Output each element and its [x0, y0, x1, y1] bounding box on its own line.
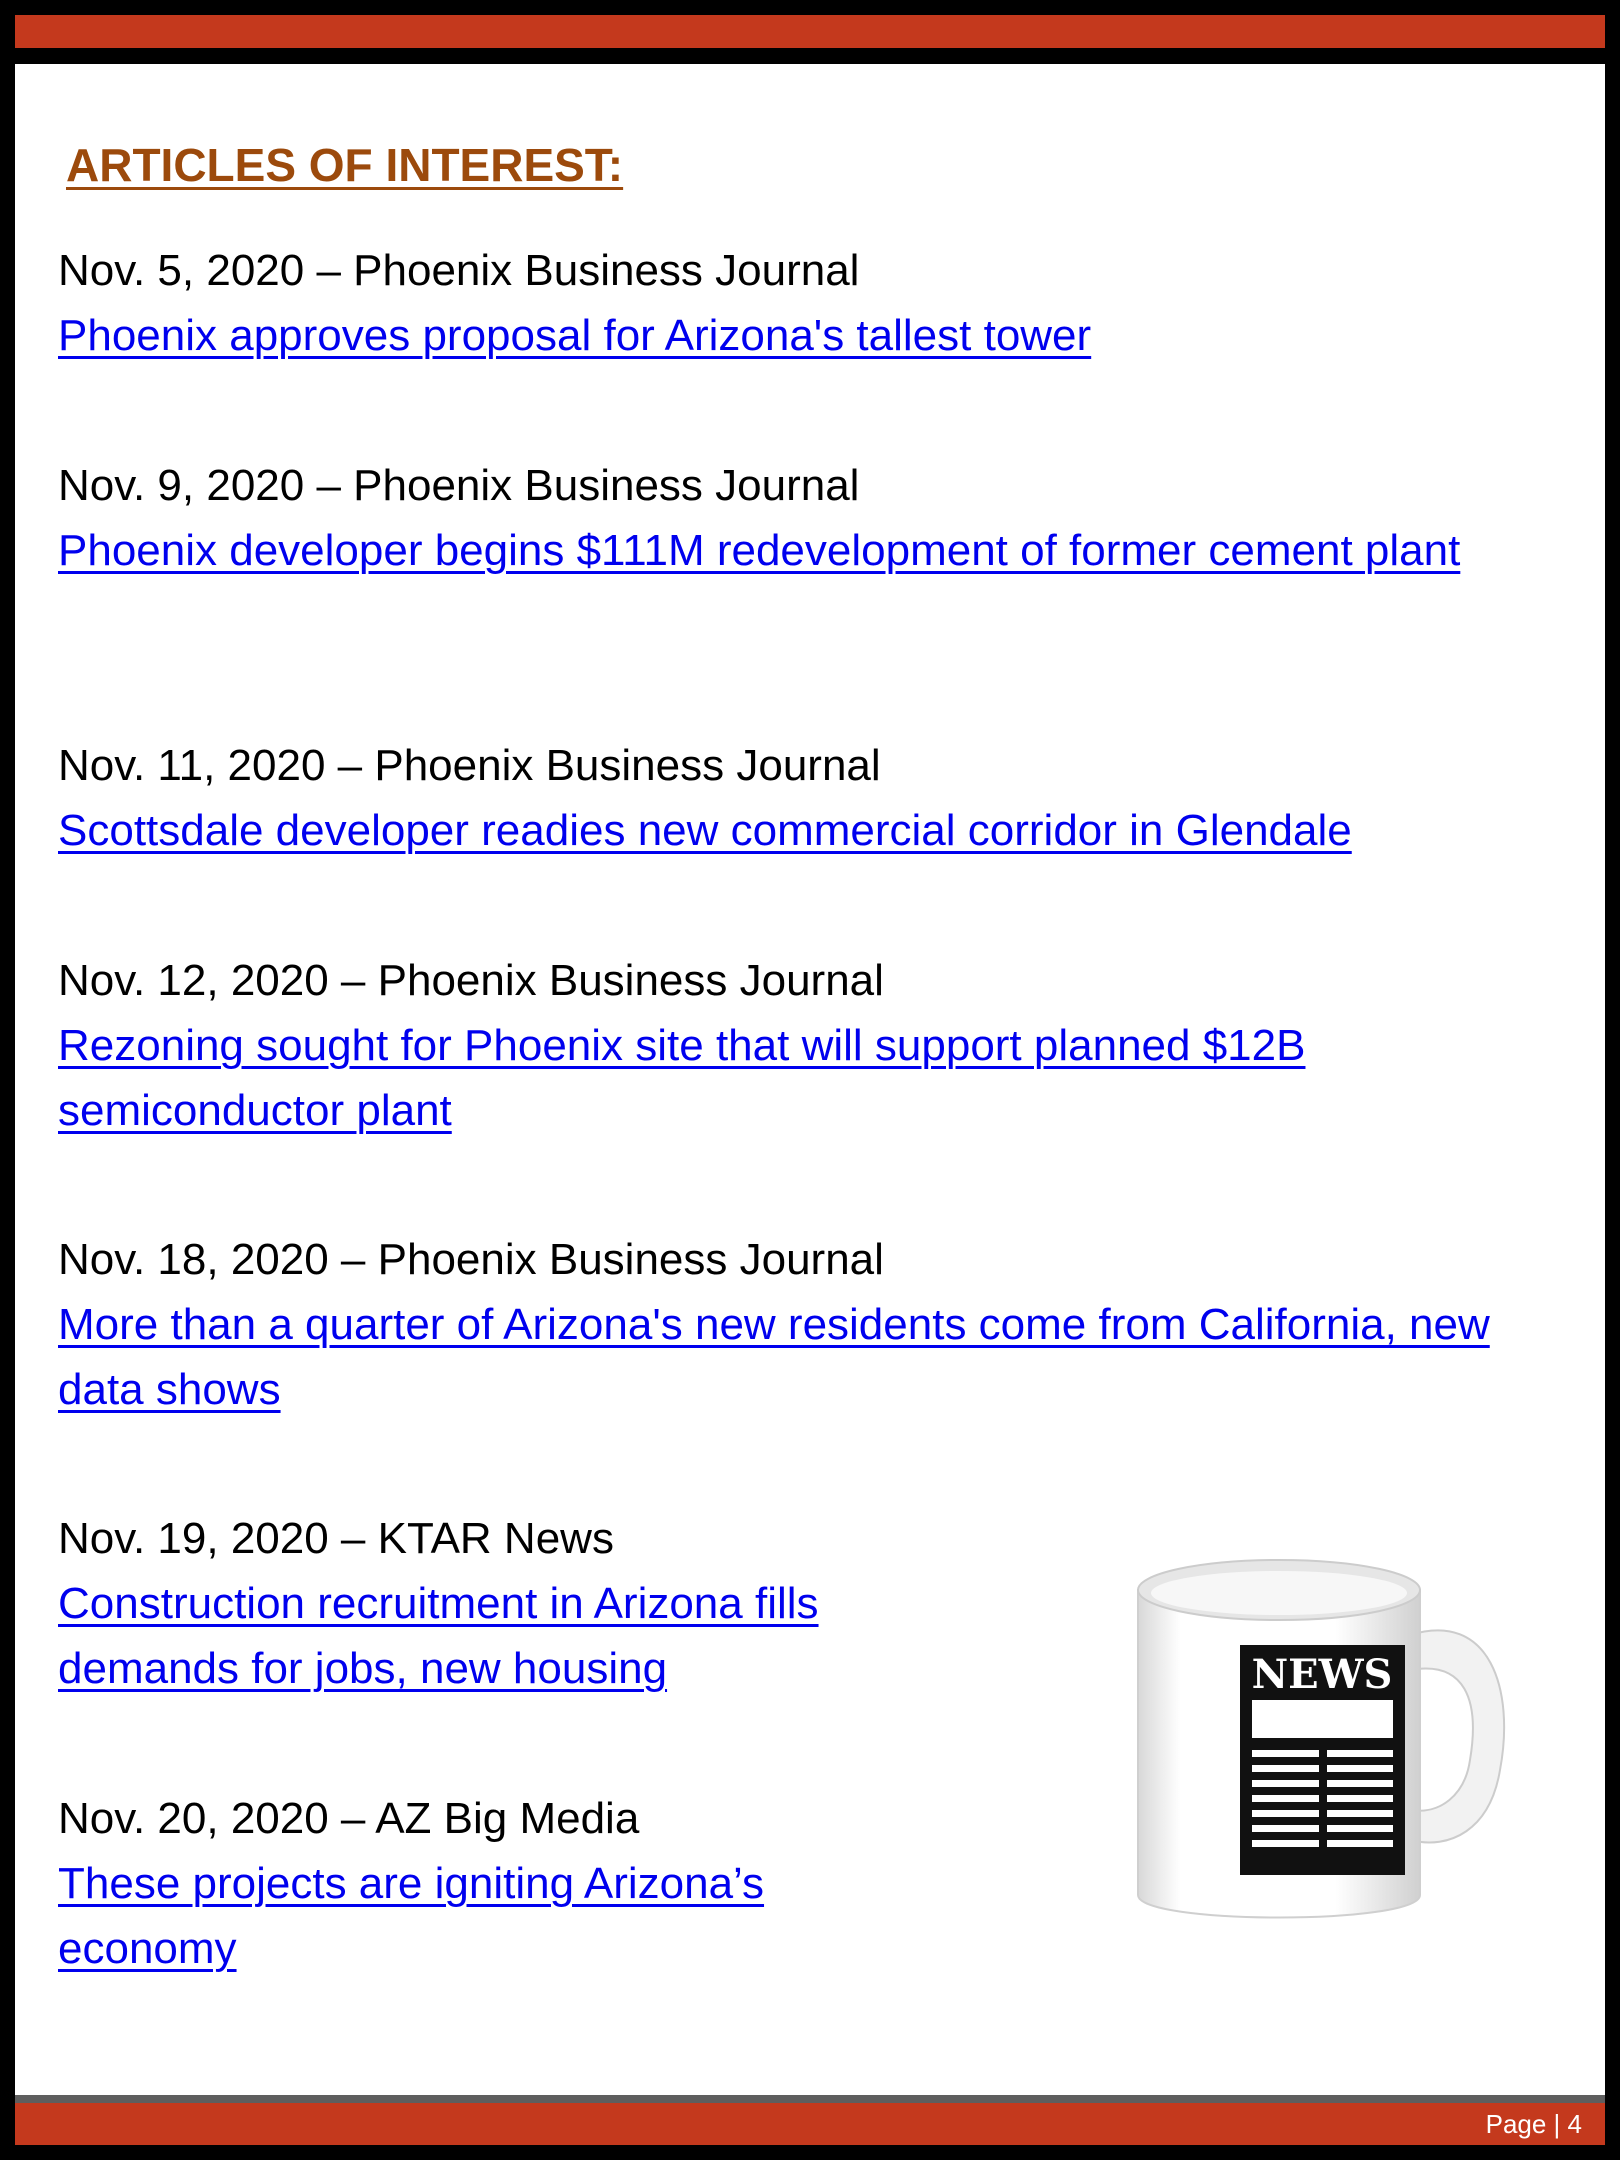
article-item [58, 1506, 948, 1701]
article-meta: Nov. 19, 2020 – KTAR News [58, 1514, 614, 1563]
article-link[interactable]: Scottsdale developer readies new commercial corridor in Glendale [58, 806, 1352, 855]
page-heading: ARTICLES OF INTEREST: [66, 139, 624, 191]
article-item [58, 733, 1568, 863]
footer-divider [15, 2095, 1605, 2103]
article-item [58, 1786, 908, 1981]
article-meta: Nov. 11, 2020 – Phoenix Business Journal [58, 741, 881, 790]
article-link[interactable]: Phoenix developer begins $111M redevelopment of former cement plant [58, 526, 1461, 575]
article-link[interactable]: These projects are igniting Arizona’s economy [58, 1859, 765, 1973]
article-link[interactable]: Construction recruitment in Arizona fills demands for jobs, new housing [58, 1579, 819, 1693]
footer-bar [15, 2103, 1605, 2145]
article-item [58, 1227, 1568, 1422]
article-meta: Nov. 9, 2020 – Phoenix Business Journal [58, 461, 860, 510]
article-link[interactable]: Rezoning sought for Phoenix site that will support planned $12B semiconductor plant [58, 1021, 1306, 1135]
article-meta: Nov. 18, 2020 – Phoenix Business Journal [58, 1235, 884, 1284]
news-mug-icon [1120, 1540, 1510, 1930]
article-link[interactable]: Phoenix approves proposal for Arizona's tallest tower [58, 311, 1092, 360]
article-meta: Nov. 5, 2020 – Phoenix Business Journal [58, 246, 860, 295]
article-item [58, 238, 1558, 368]
mug-news-label: NEWS [1251, 1651, 1393, 1698]
article-item [58, 453, 1568, 583]
page-number: Page | 4 [1485, 2109, 1582, 2139]
top-accent-bar [15, 15, 1605, 48]
article-meta: Nov. 20, 2020 – AZ Big Media [58, 1794, 640, 1843]
article-item [58, 948, 1568, 1143]
article-link[interactable]: More than a quarter of Arizona's new residents come from California, new data shows [58, 1300, 1490, 1414]
article-meta: Nov. 12, 2020 – Phoenix Business Journal [58, 956, 884, 1005]
